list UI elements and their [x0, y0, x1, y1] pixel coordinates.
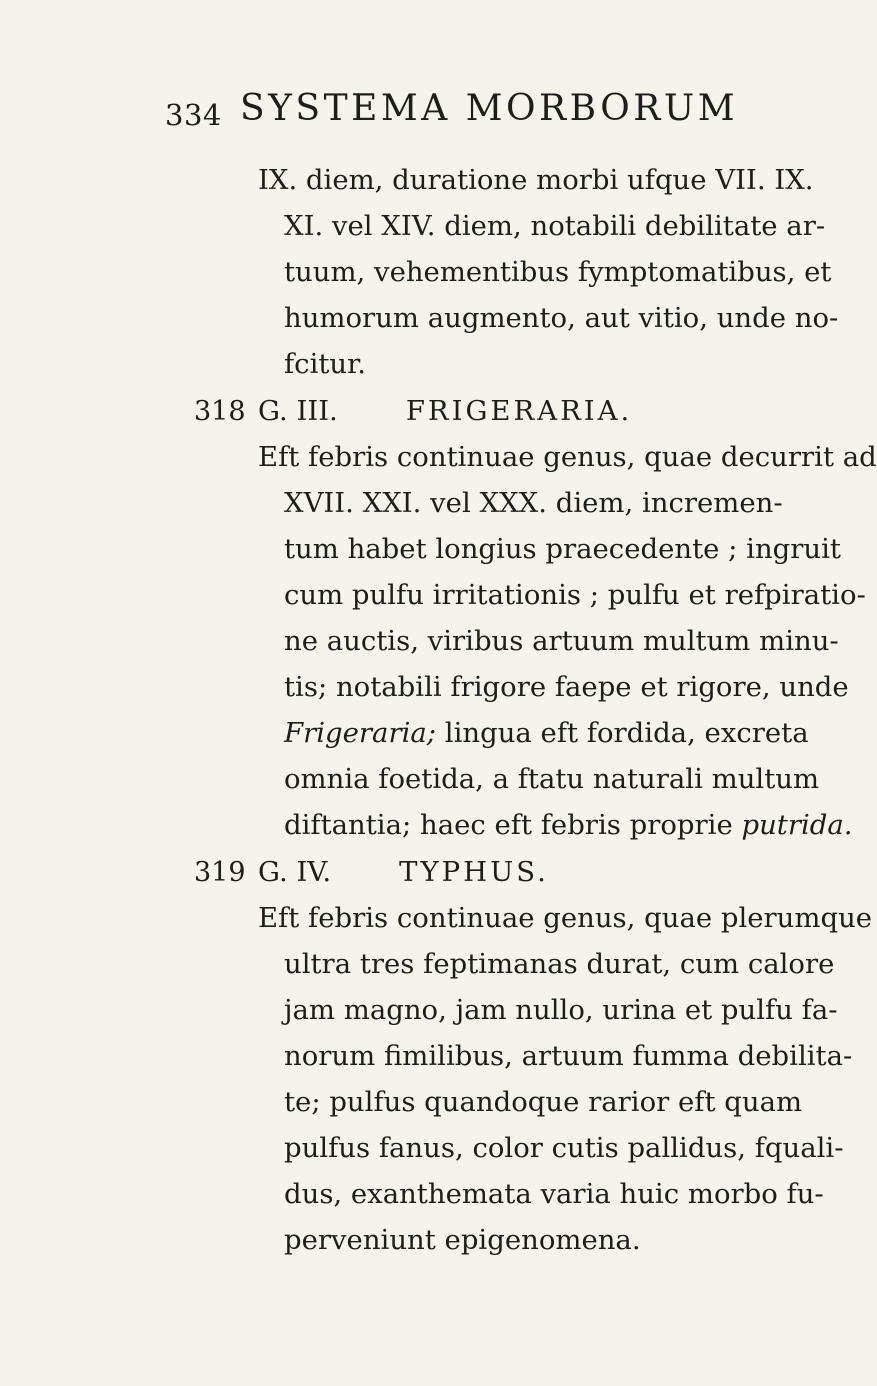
section-heading: [258, 856, 549, 888]
text-line: XI. vel XIV. diem, notabili debilitate ar-: [284, 210, 826, 242]
text-line: [284, 809, 853, 841]
text-line: cum pulfu irritationis ; pulfu et refpiratio-: [284, 579, 866, 611]
page-header: [165, 88, 785, 138]
section-heading: [258, 395, 633, 427]
italic-term: putrida.: [741, 809, 853, 841]
genus-name: FRIGERARIA.: [405, 395, 633, 427]
text-line: te; pulfus quandoque rarior eft quam: [284, 1086, 803, 1118]
text-line: omnia foetida, a ftatu naturali multum: [284, 763, 820, 795]
text-line: pulfus fanus, color cutis pallidus, fquali-: [284, 1132, 844, 1164]
text-line: tum habet longius praecedente ; ingruit: [284, 533, 841, 565]
text-line: fcitur.: [284, 348, 367, 380]
text-line: humorum augmento, aut vitio, unde no-: [284, 302, 839, 334]
text-line: IX. diem, duratione morbi ufque VII. IX.: [258, 164, 814, 196]
text-line: tis; notabili frigore faepe et rigore, unde: [284, 671, 849, 703]
genus-name: TYPHUS.: [399, 856, 549, 888]
page-number: 334: [165, 98, 222, 132]
text-line: perveniunt epigenomena.: [284, 1224, 641, 1256]
text-line: jam magno, jam nullo, urina et pulfu fa-: [284, 994, 838, 1026]
text-line: Eft febris continuae genus, quae plerumque: [258, 902, 873, 934]
text-line: Eft febris continuae genus, quae decurrit ad: [258, 441, 877, 473]
text-line: [284, 717, 809, 749]
text-line: norum fimilibus, artuum fumma debilita-: [284, 1040, 853, 1072]
text-line: ultra tres feptimanas durat, cum calore: [284, 948, 835, 980]
text-run: diftantia; haec eft febris proprie: [284, 809, 742, 841]
text-line: ne auctis, viribus artuum multum minu-: [284, 625, 839, 657]
genus-label: G. IV.: [258, 856, 332, 888]
text-line: dus, exanthemata varia huic morbo fu-: [284, 1178, 824, 1210]
text-run: lingua eft fordida, excreta: [436, 717, 809, 749]
section-number: 318: [194, 396, 246, 427]
section-number: 319: [194, 857, 246, 888]
text-line: XVII. XXI. vel XXX. diem, incremen-: [284, 487, 783, 519]
text-line: tuum, vehementibus fymptomatibus, et: [284, 256, 832, 288]
running-head: SYSTEMA MORBORUM: [240, 88, 739, 129]
italic-term: Frigeraria;: [284, 717, 437, 749]
genus-label: G. III.: [258, 395, 338, 427]
